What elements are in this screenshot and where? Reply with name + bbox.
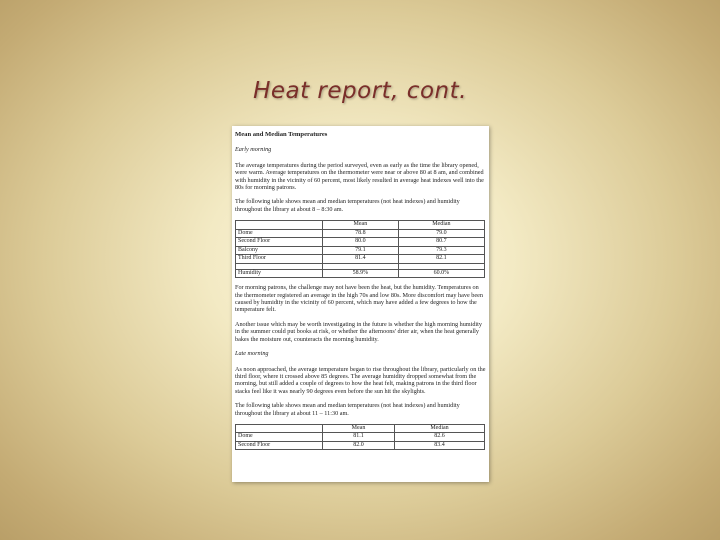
early-morning-table bbox=[235, 220, 485, 278]
section-label-early-morning: Early morning bbox=[235, 146, 272, 154]
table-cell: 79.0 bbox=[398, 229, 484, 238]
table-header-cell bbox=[236, 424, 323, 433]
late-morning-table bbox=[235, 424, 485, 451]
paragraph: As noon approached, the average temperature began to rise throughout the library, particularly on the third floor, where it crossed above 85 degrees. The average humidity dropped somewhat from the morning, but still added a couple of degrees to how the heat felt, making patrons in the third floor stacks feel like it was nearly 90 degrees even before the sun hit the skylights. bbox=[235, 365, 486, 395]
table-cell: 82.1 bbox=[398, 255, 484, 264]
table-row-humidity bbox=[236, 269, 485, 278]
table-header-cell bbox=[236, 221, 323, 230]
table-cell: 79.1 bbox=[323, 246, 399, 255]
paragraph: Another issue which may be worth investigating in the future is whether the high morning humidity in the summer could put books at risk, or whether the afternoons' drier air, when the heat generally bakes the moisture out, counteracts the morning humidity. bbox=[235, 320, 482, 343]
table-cell: 80.0 bbox=[323, 238, 399, 247]
table-cell: 58.9% bbox=[323, 269, 399, 278]
table-cell: 81.4 bbox=[323, 255, 399, 264]
table-cell: 80.7 bbox=[398, 238, 484, 247]
table-cell: Dome bbox=[236, 433, 323, 442]
scanned-document bbox=[232, 126, 489, 482]
table-cell: Dome bbox=[236, 229, 323, 238]
table-cell: Second Floor bbox=[236, 238, 323, 247]
table-cell: 83.4 bbox=[395, 441, 485, 450]
table-row bbox=[236, 238, 485, 247]
slide-title: Heat report, cont. bbox=[253, 78, 467, 104]
paragraph: The following table shows mean and median temperatures (not heat indexes) and humidity throughout the library at about 8 – 8:30 am. bbox=[235, 198, 460, 213]
table-header-cell: Mean bbox=[323, 221, 399, 230]
table-cell: 82.6 bbox=[395, 433, 485, 442]
table-cell: Humidity bbox=[236, 269, 323, 278]
table-header-cell: Mean bbox=[323, 424, 395, 433]
paragraph: The following table shows mean and median temperatures (not heat indexes) and humidity throughout the library at about 11 – 11:30 am. bbox=[235, 402, 460, 417]
table-header-row bbox=[236, 424, 485, 433]
section-label-late-morning: Late morning bbox=[235, 350, 269, 358]
table-cell: Third Floor bbox=[236, 255, 323, 264]
table-header-row bbox=[236, 221, 485, 230]
table-cell: 82.0 bbox=[323, 441, 395, 450]
paragraph: The average temperatures during the period surveyed, even as early as the time the library opened, were warm. Average temperatures on the thermometer were near or above 80 at 8 am, and combined with humidity in the vicinity of 60 percent, most likely resulted in average heat indexes well into the 80s for morning patrons. bbox=[235, 161, 484, 192]
table-header-cell: Median bbox=[395, 424, 485, 433]
table-cell: 78.8 bbox=[323, 229, 399, 238]
paragraph: For morning patrons, the challenge may not have been the heat, but the humidity. Temperatures on the thermometer registered an average in the high 70s and low 80s. More discomfort may have been caused by humidity in the vicinity of 60 percent, which may have added a few degrees to how the temperature felt. bbox=[235, 284, 483, 314]
table-header-cell: Median bbox=[398, 221, 484, 230]
table-cell: Second Floor bbox=[236, 441, 323, 450]
document-heading: Mean and Median Temperatures bbox=[235, 131, 328, 138]
table-cell: Balcony bbox=[236, 246, 323, 255]
table-cell: 81.1 bbox=[323, 433, 395, 442]
table-row bbox=[236, 246, 485, 255]
table-cell: 79.3 bbox=[398, 246, 484, 255]
table-row bbox=[236, 229, 485, 238]
table-cell: 60.0% bbox=[398, 269, 484, 278]
table-row bbox=[236, 441, 485, 450]
table-row bbox=[236, 255, 485, 264]
table-row bbox=[236, 433, 485, 442]
